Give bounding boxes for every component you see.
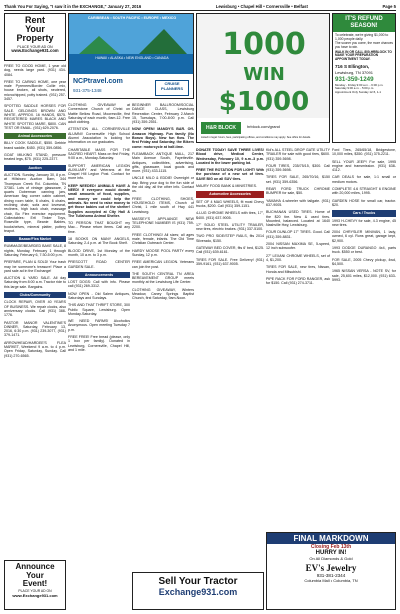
- header-center: Lewisburg • Chapel Hill • Cornersville • Belfast: [215, 3, 308, 9]
- classified-item: BEGINNER BALLROOM/SOCIAL DANCE CLASS, Lewisburg Recreation Center, February 2-March 15, Tuesdays, 7:00-8:00 p.m. Call (931) 359-2551.: [132, 103, 194, 125]
- rent-title: Rent: [25, 15, 45, 25]
- office-hours: Monday - Friday 9:00 a.m. - 6:00 p.m.: [335, 82, 384, 87]
- cruise-phone[interactable]: 931-375-1348: [73, 88, 102, 93]
- classified-item: TWO PRO SIDE/STEP RAILS, fits 2014 Silverado, $150.: [196, 234, 264, 243]
- classified-item: ARROWHEAD/HARDEE'S FLEA MARKET, Weekend 9 a.m. to 4 p.m. Open Friday, Saturday, Sunday. Call (931) 270-6565.: [4, 340, 66, 358]
- classified-item: 4-LUG CHROME WHEELS with tires, 17", $400. (931) 637-9005.: [196, 211, 264, 220]
- classified-item: TIRES FOR SALE, new tires, Nissan, Honda and Mitsubishi.: [266, 265, 330, 274]
- cruise-planners-ad[interactable]: [68, 13, 194, 99]
- column-2: [68, 103, 130, 608]
- refund-title: IT'S REFUND: [345, 16, 383, 22]
- classified-item: GATEWAY BED COVER, fits 6' bed, $125. Call (931) 639-6161.: [196, 246, 264, 255]
- announce-title-2: Your: [26, 570, 44, 580]
- win-1000-graphic: [197, 14, 330, 118]
- classified-item: TO PERSON THAT BOUGHT my Mac... Please return items. Call any time.: [68, 221, 130, 234]
- refund-copy: To celebrate, we're giving $1,000 to 1,000 people daily.: [335, 33, 389, 41]
- classified-item: TIRES FOR SALE. Free Delivery! (931) 359-9161, (931) 637-9005.: [196, 257, 264, 266]
- classified-item: THIS AND THAT THRIFT STORE, 300 Public Square, Lewisburg. Open Monday-Saturday.: [68, 303, 130, 316]
- rent-site[interactable]: www.Exchange931.com: [11, 48, 59, 54]
- header-right: Page 5: [382, 3, 396, 9]
- classified-item: NOW OPEN - Old Salem Antiques, Saturdays and Sundays.: [68, 291, 130, 300]
- classified-item: THE SOUTH CENTRAL TN AREA BEREAVEMENT GROUP meets monthly at the Lewisburg Life Center.: [132, 271, 194, 285]
- classified-item: CLOCK REPAIR, OVER 40 YEARS OF BUSINESS. We repair clocks, also anniversary clocks. Call (931) 388-1776.: [4, 300, 66, 318]
- classified-item: REAR FORD TRUCK CHROME BUMPER for sale, $50.: [266, 187, 330, 196]
- classified-item: SET OF 4 MAG WHEELS, fit most Chevy trucks, $200. Call (931) 359-1151.: [196, 199, 264, 208]
- classified-item: BILLY COOK SADDLE, $550. Debbie brand saddle, $450. (931) 359-0856.: [4, 141, 66, 150]
- classified-item: FOUR DUNLOP 17" TIRES. Good. Call (931) 359-8831.: [266, 230, 330, 239]
- classified-item: MAURY FOOD BANK & MINISTRIES.: [196, 184, 257, 189]
- classified-item: 1993 DODGE DURANGO 4x4, parts truck. $550 or best.: [332, 246, 396, 255]
- classified-item: 2004 CHRYSLER MINIVAN, 1 lady, owned, 6 cyl. Runs great, garage kept, $2,900.: [332, 230, 396, 243]
- classified-item: FREE TO CARING HOME, one year male Pyrenees/Border Collie mix, house broken, all shots, neutered, microchipped, potty trained. (931) 257-3457.: [4, 79, 66, 102]
- column-5: [266, 148, 330, 528]
- classified-item: SELL YOUR JEEP! For sale, 1995 engine and transmission. (931) 638-4112.: [332, 159, 396, 173]
- refund-copy-2: The sooner you come, the more chances you have to win.: [335, 41, 393, 49]
- win-1000-daily-ad[interactable]: [196, 13, 330, 143]
- exchange-brand[interactable]: Exchange931.com: [158, 587, 238, 597]
- hr-block-logo: H&R BLOCK: [201, 122, 241, 134]
- classified-item: 17" SOLID STEEL UTILITY TRAILER, new tires, electric brakes. (931) 337-5100.: [196, 222, 264, 232]
- hr-site[interactable]: hrblock.com/grand: [247, 124, 280, 129]
- jewelry-phone[interactable]: 931-381-2344: [316, 573, 346, 578]
- jewelry-address: Columbia Mall • Columbia, TN: [304, 578, 358, 583]
- classified-item: FOUR TIRES, 235/75/15, $300. Call (931) 359-5698.: [266, 163, 330, 173]
- classified-item: DONATE TODAY! SAVE THREE LIVES! Blood drive, Medical Center, Wednesday, February 10, 9 a.m.-3 p.m. Located in the lower parking lot.: [196, 148, 264, 165]
- classified-item: 2004 NISSAN MAXIMA SE, 5-speed, 12 inch subwoofer.: [266, 242, 330, 251]
- evs-jewelry-ad[interactable]: [266, 532, 396, 610]
- section-bazaar: Bazaar/Flea Market: [4, 236, 66, 242]
- classified-item: HARDY MOOSE POOL PARTY every Sunday, 12 p.m.: [132, 248, 194, 257]
- section-auction: Auction: [4, 165, 66, 171]
- column-4: [196, 148, 264, 568]
- classified-item: FREE CLOTHING! All sizes; all ages male, female, infants. The Old Time Christian Outreach Center.: [132, 232, 194, 246]
- refund-season-ad[interactable]: [332, 13, 396, 143]
- refund-title-2: SEASON!: [350, 23, 378, 29]
- jewelry-offer: On All Diamonds & Gold: [309, 556, 353, 561]
- column-6: [332, 148, 396, 528]
- page-header: [4, 2, 396, 11]
- svg-text:WIN: WIN: [243, 64, 285, 85]
- classified-item: PREPARE, PLAN & SOLD! Your trash may be someone's treasure! Place a yard sale ad in the Exchange!: [4, 260, 66, 273]
- hr-fine-print: Listed in legal: hours, fees, participating offices, and conditions may apply. See office for details.: [201, 136, 311, 139]
- classified-item: CAR DEALS for sale, 1:1 small or medium motors.: [332, 175, 396, 184]
- classified-item: 1993 H-CHEVY for sale, 4.3 engine, 45 new tires.: [332, 218, 396, 227]
- classified-item: LOST DOGS: Call with info. Please call (931) 269-3312.: [68, 280, 130, 289]
- section-automotive: Automotive Accessories: [196, 191, 264, 197]
- cruise-brand[interactable]: NCPtravel.com: [73, 78, 123, 85]
- classified-item: FLEAMBACK ANTIQUE MALL, 217 Main Avenue South, Fayetteville. Antiques, collectibles, advertising, gifts, glassware, local goods and more. (931) 433-1115.: [132, 151, 194, 174]
- rent-place: PLACE YOUR AD ON: [17, 45, 53, 49]
- classified-item: CHARITABLE MASS FOR THE SACRED HEART. Mass on first Friday, 9:00 a.m., Monday-Saturday.: [68, 147, 130, 161]
- classified-item: FREE FREE! Free bread (please, only 1 box per family). Donated in Lewisburg, Cornersville, Chapel Hill, and 1 mile.: [68, 335, 130, 352]
- sell-your-tractor-ad[interactable]: [132, 572, 264, 610]
- classified-item: YAMAHA 4-wheeler with tailgate. (931) 637-9005.: [266, 198, 330, 207]
- classified-item: KEEP NEEDED! ANIMALS HAVE A NEED! If everyone would donate small amounts of food, supplies, and money we could help the animals. No need to raise money to get those babies out of the shelter! Supplies accepted at City Hall & The Tullahoma Animal Shelter.: [68, 183, 130, 218]
- office-hours-2: Saturday 9:00 a.m. - 5:00 p.m.: [335, 86, 375, 91]
- announce-site[interactable]: www.Exchange931.com: [12, 592, 58, 598]
- column-1: [4, 13, 66, 361]
- classified-item: FREE CLOTHING, SHOES, HOUSEHOLD ITEMS, Church of Christ, 1 mile south of Hwy 441 Lewisburg.: [132, 196, 194, 214]
- jewelry-headline: FINAL MARKDOWN: [267, 533, 395, 544]
- classified-item: Kid's ALL STEEL DROP GATE UTILITY TRAILER for sale with good tires, $600. (931) 359-5698.: [266, 148, 330, 161]
- classified-item: BLOOD DRIVE, 1st Monday of the month, 10 a.m. to 3 p.m.: [68, 248, 130, 257]
- classified-item: AUCTION. Sunday, January 30, 8 p.m. at Hillsboro Auction Barn, 344 Thompson Creek Rd. Columbia, TN 37381. Lots of vintage glassware, 2 quarts Doberman canning jars, American flag corner cabin cabinet, dining room table, 6 chairs, 6 chairs, reclining chair, sofa and loveseat, recliners, high back chair, massage chair, Bo Flex exercise equipment. Collectables: Ertl Tinker Toys, Roseville type, Beanie Babies, bookshelves, mineral platter, pottery teapot.: [4, 172, 66, 233]
- office-hours-3: Appointment Only Sunday 12-5, 1-1: [335, 89, 381, 94]
- classified-item: FOR SALE, 2005 Chevy pickup, 4wd, $4,500.: [332, 257, 396, 266]
- classified-item: TIRES FOR SALE, 265/70/16, $150 set. (931) 359-6356.: [266, 175, 330, 184]
- classified-item: UNCLE MILO & EDDIE! Overnight or day. Bring your dog to the fun side of the old day, all the other info. Contact us.: [132, 176, 194, 194]
- classified-item: 1965 NISSAN VERSA - NOTE SV, for sale, 25,601 miles, $12,000. (931) 633-5993.: [332, 269, 396, 282]
- classified-item: GARDEN HOSE for small car, tractor. $20.: [332, 198, 396, 207]
- classified-item: Ford Tires, 265/65/18, Bridgestone, 10,000 miles, $350. (931) 375-2211.: [332, 148, 396, 157]
- classified-item: ATTENTION ALL CORNERSVILLE ALUMNI! Cornersville High School Alumni Association is looking for information on our graduates.: [68, 127, 130, 145]
- jewelry-subhead: Closing Feb 13th: [310, 544, 352, 550]
- jewelry-store-name: EV's Jewelry: [305, 563, 357, 573]
- rent-title-2: Your: [25, 24, 45, 34]
- classified-item: 18 BOOKS ON MANY ANGELS, Saturday, 2-4 p.m. at The Book Shelf.: [68, 237, 130, 246]
- announce-title-3: Event!: [22, 579, 48, 588]
- classified-item: NOW OPEN! MANDY'S BAR. Off-Amazon Highway. Fun family (No Bonzo Boys). New fun flow. The first Friday and Saturday, the Bikers come: motorcycle at half-time.: [132, 127, 194, 149]
- classified-item: CLOTHING GIVEAWAY, Winters Meadow, Caney Springs Baptist Church, first Saturday, 9am-Noon.: [132, 287, 194, 301]
- classified-item: AUCTION & YARD SALE. All day Saturday from 8:00 a.m. Tractor ride to this large sale. Bargains.: [4, 276, 66, 289]
- cruise-planners-logo: CRUISE PLANNERS: [155, 80, 189, 96]
- classified-item: CLOTHING GIVEAWAY at Cornerstone Church of Christ on Mattie Bellow Road, Mooresville, first Saturday of each month, 9am-12. Free adult clothing.: [68, 103, 130, 125]
- office-phone[interactable]: 931-359-1249: [335, 75, 374, 83]
- classified-item: MASSEY'S APPLIANCE NEW TELEPHONE NUMBER IS (931) 759-2200.: [132, 216, 194, 230]
- classified-item: FREE AMERICAN LEGION. Veterans can join the post.: [132, 260, 194, 269]
- cruise-destinations: CARIBBEAN • SOUTH PACIFIC • EUROPE • MEXICO: [87, 16, 177, 20]
- header-left: Thank You For Saying, "I saw it in the EXCHANGE," January 27, 2016: [4, 3, 142, 9]
- classified-item: PASTOR MANOR VALENTINE'S DINNER, Saturday, February 13, 2016, 6:30 p.m. (931) 239-3077, (931) 379-1471.: [4, 320, 66, 338]
- jewelry-hurry: HURRY IN!: [315, 550, 347, 556]
- svg-text:1000: 1000: [222, 27, 306, 62]
- classified-item: PIPE RACK FOR FORD RANGER, ask for $150. Call (931) 274-3711.: [266, 276, 330, 286]
- office-address: 716 S Ellington,: [335, 63, 370, 69]
- classified-item: FREE THE ROTATION FOR LIGHT! With the purchase of a new set of tires. SAVE BIG on all SUV tires.: [196, 168, 264, 181]
- section-cars-trucks: Cars / Trucks: [332, 210, 396, 216]
- column-3: [132, 103, 194, 568]
- office-city: Lewisburg, TN 37091: [335, 69, 373, 75]
- svg-text:$1000: $1000: [218, 87, 310, 117]
- rent-property-ad[interactable]: [4, 13, 66, 61]
- classified-item: SPOTTED SADDLE HORSES FOR SALE. GELDINGS BROWN AND WHITE, APPROX. 16 HANDS, $575. REGISTERED MARES BLACK AND WHITE SPOTTED MARE, $800. CAN TEST OR EMAIL. (931) 629-2076.: [4, 104, 66, 130]
- classified-item: SUPPORT AMERICAN LEGION AUXILIARY and Veterans at the Chapel Hill Legion Post. Contact for more info.: [68, 163, 130, 181]
- announce-place: PLACE YOUR AD ON: [18, 588, 52, 593]
- classified-item: FREE TO GOOD HOME, 1 year old dog, needs large yard. (931) 434-4084.: [4, 64, 66, 77]
- classified-item: WE NEED FARMS! Alcoholics Anonymous. Open meeting Tuesday 7 p.m.: [68, 319, 130, 332]
- refund-cta: WALK IN OR CALL 800-HRBLOCK TO MAKE YOUR PREPARATION APPOINTMENT TODAY.: [335, 49, 392, 62]
- cruise-destinations-2: HAWAII • ALASKA • NEW ENGLAND • CANADA: [95, 56, 169, 60]
- announce-event-ad[interactable]: [4, 560, 66, 610]
- classified-item: COMPLETE 4.6 STRAIGHT 6 ENGINE with 20,000 miles, 1995.: [332, 187, 396, 196]
- classified-item: 27" LEXANI CHROME WHEELS, set of 4, $1,200.: [266, 253, 330, 262]
- section-animal-accessories: Animal Accessories: [4, 133, 66, 139]
- section-clubs: Clubs/Community: [4, 292, 66, 298]
- classified-item: GOAT MILKING STAND, pressure treated legs, $75. (931) 225-2377.: [4, 153, 66, 162]
- classified-item: BUCHANAN USED TIRES. Home of the $20 tire. New & used tires. Mounted, balanced. Located at 1640 Nashville Hwy, Lewisburg.: [266, 210, 330, 228]
- rent-title-3: Property: [16, 33, 54, 43]
- announce-title: Announce: [15, 562, 55, 571]
- classified-item: RUMMAGE/BEARDED BAKE SALE, 8 nights, Monday, February 1 through Saturday, February 6, 7:30-5:00 p.m.: [4, 244, 66, 257]
- classified-item: PRESCOTT ROAD CENTER GARDEN SALE.: [68, 260, 130, 269]
- section-announcements: Announcements: [68, 272, 130, 278]
- tractor-headline: Sell Your Tractor: [158, 576, 238, 587]
